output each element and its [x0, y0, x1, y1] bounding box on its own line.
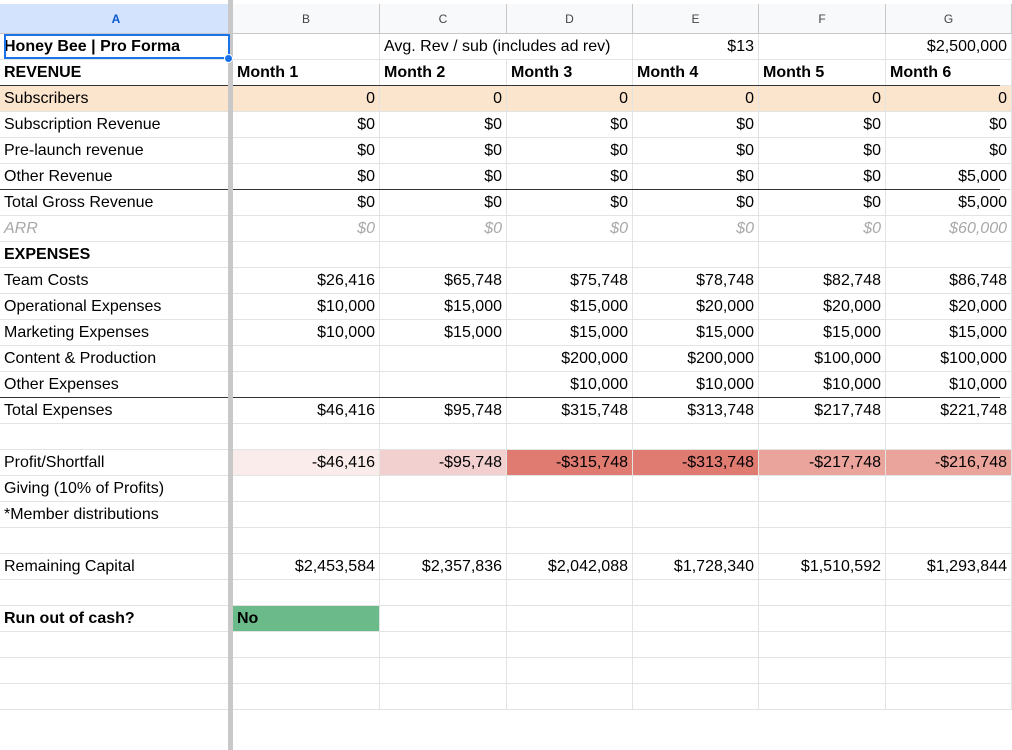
cell-blank-row-m5[interactable] [759, 424, 886, 450]
cell-total-gross-revenue-m1[interactable]: $0 [233, 190, 380, 216]
cell-content-production-m1[interactable] [233, 346, 380, 372]
cell-content-production-m6[interactable]: $100,000 [886, 346, 1012, 372]
month-header-4[interactable]: Month 4 [633, 60, 759, 86]
cell-blank-row-m1[interactable] [233, 632, 380, 658]
cell-profit-shortfall-m2[interactable]: -$95,748 [380, 450, 507, 476]
row-label-other-expenses[interactable]: Other Expenses [0, 372, 233, 398]
cell-blank-row-m6[interactable] [886, 684, 1012, 710]
row-label-blank-row[interactable] [0, 528, 233, 554]
cell-member-distributions-m5[interactable] [759, 502, 886, 528]
cell-blank-row-m6[interactable] [886, 580, 1012, 606]
cell-other-revenue-m4[interactable]: $0 [633, 164, 759, 190]
cell-team-costs-m1[interactable]: $26,416 [233, 268, 380, 294]
other-revenue-bottom-border [0, 189, 1000, 190]
cell-team-costs-m6[interactable]: $86,748 [886, 268, 1012, 294]
cell-selection-outline [4, 34, 230, 59]
cell-expenses-m5[interactable] [759, 242, 886, 268]
row-label-arr[interactable]: ARR [0, 216, 233, 242]
cell-other-expenses-m4[interactable]: $10,000 [633, 372, 759, 398]
cell-blank-row-m1[interactable] [233, 658, 380, 684]
cell-marketing-expenses-m6[interactable]: $15,000 [886, 320, 1012, 346]
row-label-blank-row[interactable] [0, 632, 233, 658]
cell-blank-row-m1[interactable] [233, 684, 380, 710]
cell-f1[interactable] [759, 34, 886, 60]
cell-subscription-revenue-m2[interactable]: $0 [380, 112, 507, 138]
cell-subscription-revenue-m1[interactable]: $0 [233, 112, 380, 138]
cell-pre-launch-revenue-m1[interactable]: $0 [233, 138, 380, 164]
cell-arr-m2[interactable]: $0 [380, 216, 507, 242]
month-header-5[interactable]: Month 5 [759, 60, 886, 86]
row-label-member-distributions[interactable]: *Member distributions [0, 502, 233, 528]
cell-marketing-expenses-m4[interactable]: $15,000 [633, 320, 759, 346]
cell-subscribers-m1[interactable]: 0 [233, 86, 380, 112]
cell-blank-row-m5[interactable] [759, 684, 886, 710]
cell-other-expenses-m2[interactable] [380, 372, 507, 398]
cell-other-revenue-m1[interactable]: $0 [233, 164, 380, 190]
cell-profit-shortfall-m4[interactable]: -$313,748 [633, 450, 759, 476]
cell-blank-row-m3[interactable] [507, 684, 633, 710]
cell-profit-shortfall-m5[interactable]: -$217,748 [759, 450, 886, 476]
cell-giving-10-of-profits-m1[interactable] [233, 476, 380, 502]
cell-expenses-m1[interactable] [233, 242, 380, 268]
cell-arr-m4[interactable]: $0 [633, 216, 759, 242]
other-expenses-bottom-border [0, 397, 1000, 398]
cell-member-distributions-m1[interactable] [233, 502, 380, 528]
row-label-content-production[interactable]: Content & Production [0, 346, 233, 372]
cell-blank-row-m3[interactable] [507, 424, 633, 450]
row-label-total-gross-revenue[interactable]: Total Gross Revenue [0, 190, 233, 216]
cell-marketing-expenses-m1[interactable]: $10,000 [233, 320, 380, 346]
column-header-a[interactable]: A [0, 4, 233, 34]
cell-profit-shortfall-m6[interactable]: -$216,748 [886, 450, 1012, 476]
cell-expenses-m3[interactable] [507, 242, 633, 268]
row-label-marketing-expenses[interactable]: Marketing Expenses [0, 320, 233, 346]
starting-capital-cell[interactable]: $2,500,000 [886, 34, 1012, 60]
column-header-d[interactable]: D [507, 4, 633, 34]
cell-run-out-of-cash-m3[interactable] [507, 606, 633, 632]
cell-blank-row-m2[interactable] [380, 632, 507, 658]
cell-subscribers-m3[interactable]: 0 [507, 86, 633, 112]
cell-blank-row-m6[interactable] [886, 424, 1012, 450]
cell-pre-launch-revenue-m3[interactable]: $0 [507, 138, 633, 164]
column-header-b[interactable]: B [233, 4, 380, 34]
row-label-blank-row[interactable] [0, 580, 233, 606]
cell-operational-expenses-m3[interactable]: $15,000 [507, 294, 633, 320]
cell-pre-launch-revenue-m6[interactable]: $0 [886, 138, 1012, 164]
cell-pre-launch-revenue-m5[interactable]: $0 [759, 138, 886, 164]
cell-arr-m5[interactable]: $0 [759, 216, 886, 242]
cell-operational-expenses-m4[interactable]: $20,000 [633, 294, 759, 320]
cell-operational-expenses-m6[interactable]: $20,000 [886, 294, 1012, 320]
cell-marketing-expenses-m3[interactable]: $15,000 [507, 320, 633, 346]
cell-total-expenses-m6[interactable]: $221,748 [886, 398, 1012, 424]
cell-remaining-capital-m2[interactable]: $2,357,836 [380, 554, 507, 580]
cell-blank-row-m1[interactable] [233, 528, 380, 554]
cell-blank-row-m4[interactable] [633, 684, 759, 710]
row-label-run-out-of-cash[interactable]: Run out of cash? [0, 606, 233, 632]
cell-profit-shortfall-m3[interactable]: -$315,748 [507, 450, 633, 476]
cell-giving-10-of-profits-m5[interactable] [759, 476, 886, 502]
cell-blank-row-m3[interactable] [507, 632, 633, 658]
cell-content-production-m5[interactable]: $100,000 [759, 346, 886, 372]
cell-subscribers-m4[interactable]: 0 [633, 86, 759, 112]
row-label-total-expenses[interactable]: Total Expenses [0, 398, 233, 424]
cell-team-costs-m4[interactable]: $78,748 [633, 268, 759, 294]
cell-blank-row-m1[interactable] [233, 580, 380, 606]
cell-subscribers-m6[interactable]: 0 [886, 86, 1012, 112]
cell-subscribers-m2[interactable]: 0 [380, 86, 507, 112]
cell-remaining-capital-m4[interactable]: $1,728,340 [633, 554, 759, 580]
cell-total-expenses-m1[interactable]: $46,416 [233, 398, 380, 424]
month-header-6[interactable]: Month 6 [886, 60, 1012, 86]
cell-blank-row-m1[interactable] [233, 424, 380, 450]
header-bottom-border [0, 85, 1000, 86]
cell-expenses-m4[interactable] [633, 242, 759, 268]
cell-giving-10-of-profits-m6[interactable] [886, 476, 1012, 502]
cell-other-revenue-m3[interactable]: $0 [507, 164, 633, 190]
cell-total-expenses-m3[interactable]: $315,748 [507, 398, 633, 424]
cell-total-gross-revenue-m2[interactable]: $0 [380, 190, 507, 216]
row-label-blank-row[interactable] [0, 684, 233, 710]
row-label-profit-shortfall[interactable]: Profit/Shortfall [0, 450, 233, 476]
column-header-g[interactable]: G [886, 4, 1012, 34]
column-header-c[interactable]: C [380, 4, 507, 34]
cell-content-production-m4[interactable]: $200,000 [633, 346, 759, 372]
cell-blank-row-m2[interactable] [380, 684, 507, 710]
cell-member-distributions-m3[interactable] [507, 502, 633, 528]
cell-blank-row-m4[interactable] [633, 424, 759, 450]
cell-blank-row-m5[interactable] [759, 580, 886, 606]
row-label-expenses[interactable]: EXPENSES [0, 242, 233, 268]
cell-other-expenses-m5[interactable]: $10,000 [759, 372, 886, 398]
cell-operational-expenses-m2[interactable]: $15,000 [380, 294, 507, 320]
cell-total-gross-revenue-m3[interactable]: $0 [507, 190, 633, 216]
cell-blank-row-m4[interactable] [633, 658, 759, 684]
cell-other-expenses-m6[interactable]: $10,000 [886, 372, 1012, 398]
row-label-blank-row[interactable] [0, 424, 233, 450]
cell-run-out-of-cash-m5[interactable] [759, 606, 886, 632]
cell-other-revenue-m2[interactable]: $0 [380, 164, 507, 190]
cell-other-revenue-m6[interactable]: $5,000 [886, 164, 1012, 190]
cell-arr-m1[interactable]: $0 [233, 216, 380, 242]
row-label-team-costs[interactable]: Team Costs [0, 268, 233, 294]
cell-blank-row-m3[interactable] [507, 580, 633, 606]
cell-remaining-capital-m5[interactable]: $1,510,592 [759, 554, 886, 580]
cell-remaining-capital-m3[interactable]: $2,042,088 [507, 554, 633, 580]
row-label-operational-expenses[interactable]: Operational Expenses [0, 294, 233, 320]
cell-run-out-of-cash-m1[interactable]: No [233, 606, 380, 632]
row-label-blank-row[interactable] [0, 658, 233, 684]
cell-other-revenue-m5[interactable]: $0 [759, 164, 886, 190]
cell-giving-10-of-profits-m2[interactable] [380, 476, 507, 502]
cell-blank-row-m6[interactable] [886, 528, 1012, 554]
cell-blank-row-m5[interactable] [759, 528, 886, 554]
cell-blank-row-m4[interactable] [633, 528, 759, 554]
cell-arr-m3[interactable]: $0 [507, 216, 633, 242]
frozen-column-divider[interactable] [228, 0, 233, 750]
cell-subscription-revenue-m3[interactable]: $0 [507, 112, 633, 138]
cell-run-out-of-cash-m4[interactable] [633, 606, 759, 632]
cell-blank-row-m2[interactable] [380, 658, 507, 684]
cell-total-gross-revenue-m5[interactable]: $0 [759, 190, 886, 216]
cell-total-expenses-m2[interactable]: $95,748 [380, 398, 507, 424]
cell-member-distributions-m6[interactable] [886, 502, 1012, 528]
cell-member-distributions-m2[interactable] [380, 502, 507, 528]
cell-other-expenses-m3[interactable]: $10,000 [507, 372, 633, 398]
avg-rev-label-cell[interactable]: Avg. Rev / sub (includes ad rev) [380, 34, 633, 60]
cell-remaining-capital-m6[interactable]: $1,293,844 [886, 554, 1012, 580]
sheet-title-cell[interactable]: Honey Bee | Pro Forma [0, 34, 233, 60]
cell-total-gross-revenue-m6[interactable]: $5,000 [886, 190, 1012, 216]
cell-operational-expenses-m5[interactable]: $20,000 [759, 294, 886, 320]
cell-blank-row-m3[interactable] [507, 658, 633, 684]
month-header-2[interactable]: Month 2 [380, 60, 507, 86]
cell-run-out-of-cash-m2[interactable] [380, 606, 507, 632]
cell-operational-expenses-m1[interactable]: $10,000 [233, 294, 380, 320]
avg-rev-value-cell[interactable]: $13 [633, 34, 759, 60]
cell-pre-launch-revenue-m2[interactable]: $0 [380, 138, 507, 164]
cell-pre-launch-revenue-m4[interactable]: $0 [633, 138, 759, 164]
column-header-f[interactable]: F [759, 4, 886, 34]
row-label-pre-launch-revenue[interactable]: Pre-launch revenue [0, 138, 233, 164]
cell-subscription-revenue-m4[interactable]: $0 [633, 112, 759, 138]
cell-giving-10-of-profits-m4[interactable] [633, 476, 759, 502]
row-label-giving-10-of-profits[interactable]: Giving (10% of Profits) [0, 476, 233, 502]
cell-blank-row-m6[interactable] [886, 632, 1012, 658]
row-label-other-revenue[interactable]: Other Revenue [0, 164, 233, 190]
cell-blank-row-m6[interactable] [886, 658, 1012, 684]
cell-member-distributions-m4[interactable] [633, 502, 759, 528]
cell-total-expenses-m5[interactable]: $217,748 [759, 398, 886, 424]
cell-blank-row-m3[interactable] [507, 528, 633, 554]
selection-fill-handle[interactable] [224, 54, 233, 63]
cell-b1[interactable] [233, 34, 380, 60]
cell-other-expenses-m1[interactable] [233, 372, 380, 398]
month-header-1[interactable]: Month 1 [233, 60, 380, 86]
column-header-e[interactable]: E [633, 4, 759, 34]
cell-blank-row-m5[interactable] [759, 658, 886, 684]
cell-marketing-expenses-m2[interactable]: $15,000 [380, 320, 507, 346]
cell-blank-row-m2[interactable] [380, 580, 507, 606]
cell-total-gross-revenue-m4[interactable]: $0 [633, 190, 759, 216]
cell-blank-row-m2[interactable] [380, 528, 507, 554]
cell-blank-row-m5[interactable] [759, 632, 886, 658]
cell-subscription-revenue-m6[interactable]: $0 [886, 112, 1012, 138]
month-header-3[interactable]: Month 3 [507, 60, 633, 86]
cell-content-production-m2[interactable] [380, 346, 507, 372]
cell-blank-row-m2[interactable] [380, 424, 507, 450]
cell-marketing-expenses-m5[interactable]: $15,000 [759, 320, 886, 346]
cell-arr-m6[interactable]: $60,000 [886, 216, 1012, 242]
cell-run-out-of-cash-m6[interactable] [886, 606, 1012, 632]
cell-blank-row-m4[interactable] [633, 580, 759, 606]
cell-team-costs-m2[interactable]: $65,748 [380, 268, 507, 294]
row-label-subscribers[interactable]: Subscribers [0, 86, 233, 112]
cell-subscription-revenue-m5[interactable]: $0 [759, 112, 886, 138]
cell-remaining-capital-m1[interactable]: $2,453,584 [233, 554, 380, 580]
cell-giving-10-of-profits-m3[interactable] [507, 476, 633, 502]
cell-subscribers-m5[interactable]: 0 [759, 86, 886, 112]
cell-content-production-m3[interactable]: $200,000 [507, 346, 633, 372]
cell-total-expenses-m4[interactable]: $313,748 [633, 398, 759, 424]
revenue-section-heading[interactable]: REVENUE [0, 60, 233, 86]
row-label-subscription-revenue[interactable]: Subscription Revenue [0, 112, 233, 138]
cell-expenses-m2[interactable] [380, 242, 507, 268]
cell-profit-shortfall-m1[interactable]: -$46,416 [233, 450, 380, 476]
row-label-remaining-capital[interactable]: Remaining Capital [0, 554, 233, 580]
cell-team-costs-m3[interactable]: $75,748 [507, 268, 633, 294]
cell-blank-row-m4[interactable] [633, 632, 759, 658]
cell-team-costs-m5[interactable]: $82,748 [759, 268, 886, 294]
cell-expenses-m6[interactable] [886, 242, 1012, 268]
